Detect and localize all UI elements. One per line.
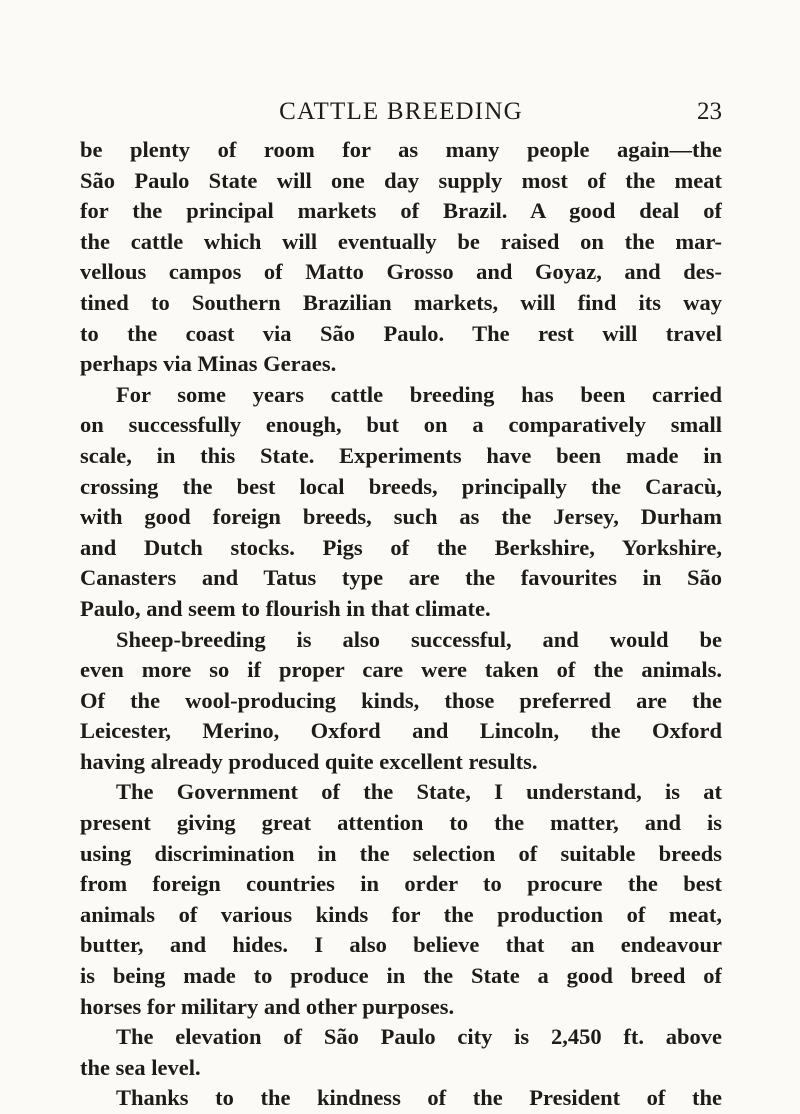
text-line: is being made to produce in the State a good breed of: [80, 963, 722, 989]
text-line: and Dutch stocks. Pigs of the Berkshire, Yorkshire,: [80, 534, 722, 560]
text-line: be plenty of room for as many people again—the: [80, 137, 722, 162]
text-line: with good foreign breeds, such as the Jersey, Durham: [80, 504, 722, 530]
text-line: the sea level.: [80, 1054, 201, 1080]
text-line: The Government of the State, I understand, is at: [116, 779, 722, 805]
text-line: crossing the best local breeds, principally the Caracù,: [80, 473, 722, 499]
text-line: even more so if proper care were taken of the animals.: [80, 657, 722, 683]
chapter-title: CATTLE BREEDING: [279, 98, 523, 125]
text-line: Thanks to the kindness of the President of the: [116, 1085, 722, 1111]
text-line: perhaps via Minas Geraes.: [80, 351, 337, 377]
text-line: animals of various kinds for the production of meat,: [80, 901, 722, 927]
text-line: Canasters and Tatus type are the favourites in São: [80, 565, 722, 591]
text-line: Of the wool-producing kinds, those preferred are the: [80, 687, 722, 713]
text-line: The elevation of São Paulo city is 2,450 ft. above: [116, 1024, 722, 1050]
text-line: São Paulo State will one day supply most of the meat: [80, 167, 722, 193]
text-line: from foreign countries in order to procure the best: [80, 871, 722, 897]
text-line: having already produced quite excellent results.: [80, 748, 538, 774]
page-number: 23: [697, 98, 722, 125]
text-line: For some years cattle breeding has been carried: [116, 381, 722, 407]
text-line: Paulo, and seem to flourish in that climate.: [80, 595, 491, 621]
text-line: Sheep-breeding is also successful, and would be: [116, 626, 722, 652]
text-line: tined to Southern Brazilian markets, will find its way: [80, 289, 722, 315]
text-line: the cattle which will eventually be raised on the mar-: [80, 228, 722, 254]
text-line: vellous campos of Matto Grosso and Goyaz, and des-: [80, 259, 722, 285]
text-line: on successfully enough, but on a comparatively small: [80, 412, 722, 438]
text-line: Leicester, Merino, Oxford and Lincoln, the Oxford: [80, 718, 722, 744]
text-line: scale, in this State. Experiments have been made in: [80, 442, 722, 468]
text-line: present giving great attention to the matter, and is: [80, 810, 722, 836]
body-text: [80, 135, 722, 1114]
running-head: [80, 96, 722, 128]
text-line: horses for military and other purposes.: [80, 993, 455, 1019]
text-line: butter, and hides. I also believe that an endeavour: [80, 932, 722, 958]
text-line: to the coast via São Paulo. The rest will travel: [80, 320, 722, 346]
text-line: for the principal markets of Brazil. A good deal of: [80, 198, 722, 224]
text-line: using discrimination in the selection of suitable breeds: [80, 840, 722, 866]
